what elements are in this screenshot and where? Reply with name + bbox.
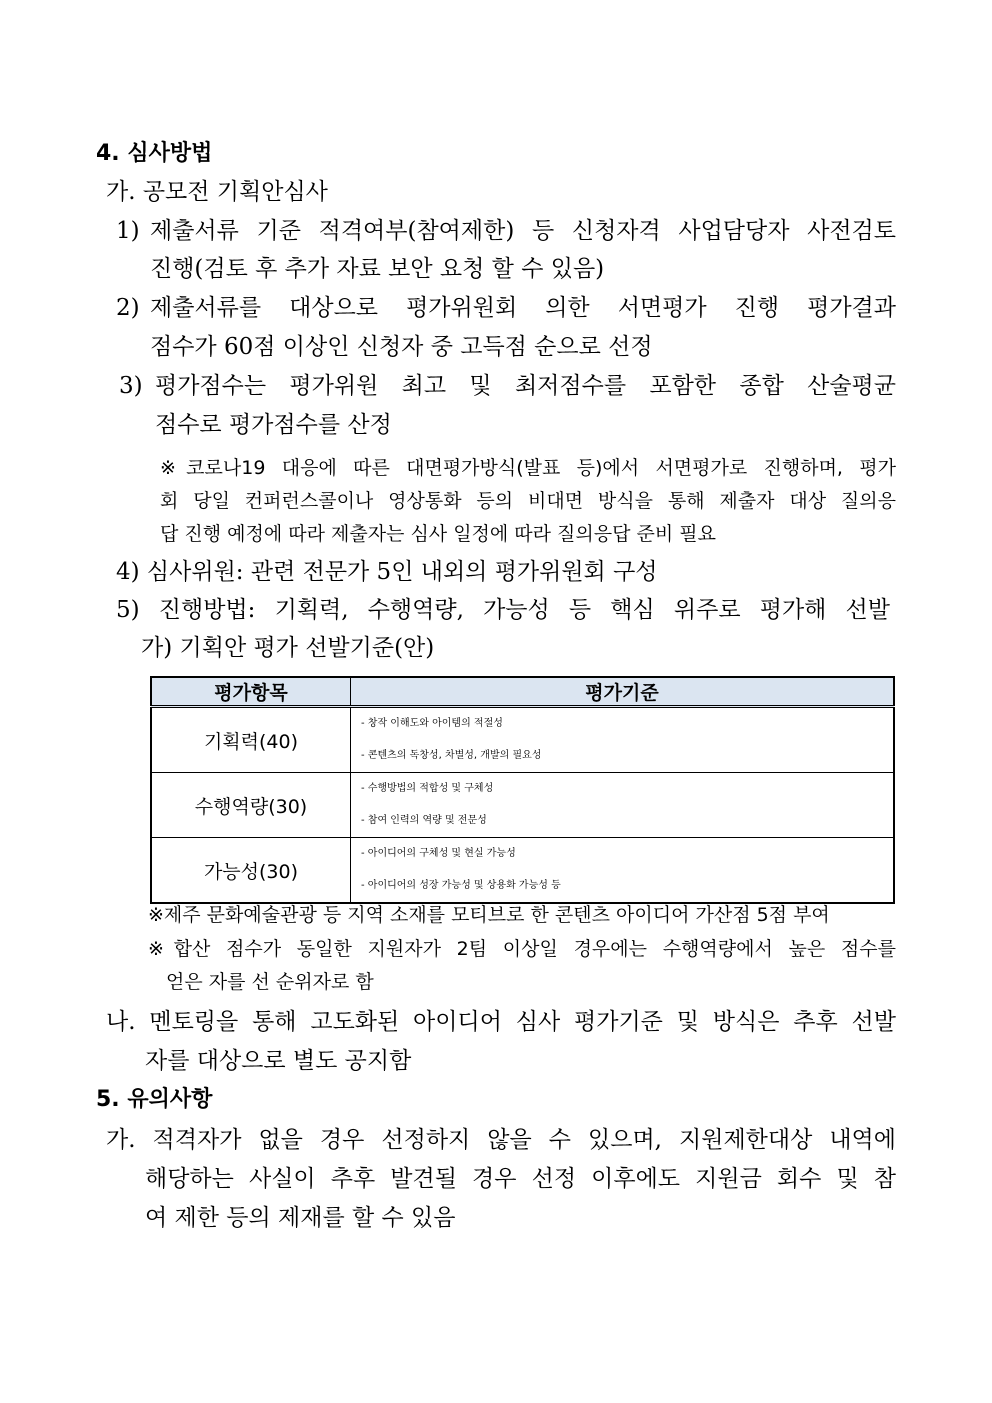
item-1-line-2: 진행(검토 후 추가 자료 보안 요청 할 수 있음) — [150, 256, 605, 282]
section-4-heading: 4. 심사방법 — [96, 141, 213, 166]
section-4-na-line-1: 나. 멘토링을 통해 고도화된 아이디어 심사 평가기준 및 방식은 추후 선발 — [106, 1009, 896, 1035]
row-item-planning: 기획력(40) — [151, 707, 351, 773]
section-5-ga-line-3: 여 제한 등의 제재를 할 수 있음 — [145, 1205, 456, 1231]
criteria-line: - 콘텐츠의 독창성, 차별성, 개발의 필요성 — [361, 750, 542, 761]
table-row — [151, 707, 894, 773]
table-row — [151, 773, 894, 838]
section-5-ga-line-2: 해당하는 사실이 추후 발견될 경우 선정 이후에도 지원금 회수 및 참 — [145, 1166, 896, 1192]
corona-note-line-3: 답 진행 예정에 따라 제출자는 심사 일정에 따라 질의응답 준비 필요 — [160, 523, 716, 545]
section-5-heading: 5. 유의사항 — [96, 1087, 213, 1112]
corona-note-line-1: ※코로나19 대응에 따른 대면평가방식(발표 등)에서 서면평가로 진행하며, 평가 — [160, 457, 896, 479]
header-evaluation-criteria: 평가기준 — [351, 677, 895, 707]
item-4: 4) 심사위원: 관련 전문가 5인 내외의 평가위원회 구성 — [116, 559, 658, 585]
section-4-ga-title: 가. 공모전 기획안심사 — [106, 179, 328, 205]
row-item-execution: 수행역량(30) — [151, 773, 351, 838]
section-5-ga-line-1: 가. 적격자가 없을 경우 선정하지 않을 수 있으며, 지원제한대상 내역에 — [106, 1127, 896, 1153]
table-header-row — [151, 677, 894, 707]
item-2-number: 2) — [116, 295, 140, 321]
item-3-line-1: 평가점수는 평가위원 최고 및 최저점수를 포함한 종합 산술평균 — [155, 373, 896, 399]
evaluation-criteria-table — [150, 676, 895, 904]
item-1-number: 1) — [116, 218, 140, 244]
row-criteria-feasibility — [351, 838, 895, 904]
item-5: 5) 진행방법: 기획력, 수행역량, 가능성 등 핵심 위주로 평가해 선발 — [116, 597, 890, 623]
row-item-feasibility: 가능성(30) — [151, 838, 351, 904]
criteria-line: - 참여 인력의 역량 및 전문성 — [361, 815, 487, 826]
row-criteria-planning — [351, 707, 895, 773]
sub-ga-title: 가) 기획안 평가 선발기준(안) — [141, 635, 435, 661]
section-4-na-line-2: 자를 대상으로 별도 공지함 — [145, 1048, 412, 1074]
item-2-line-1: 제출서류를 대상으로 평가위원회 의한 서면평가 진행 평가결과 — [150, 295, 896, 321]
row-criteria-execution — [351, 773, 895, 838]
item-3-line-2: 점수로 평가점수를 산정 — [155, 412, 392, 438]
corona-note-line-2: 회 당일 컨퍼런스콜이나 영상통화 등의 비대면 방식을 통해 제출자 대상 질의응 — [160, 490, 896, 512]
table-note-bonus: ※제주 문화예술관광 등 지역 소재를 모티브로 한 콘텐츠 아이디어 가산점 5점 부여 — [148, 904, 830, 926]
item-1-line-1: 제출서류 기준 적격여부(참여제한) 등 신청자격 사업담당자 사전검토 — [150, 218, 896, 244]
table-note-tie-line-2: 얻은 자를 선 순위자로 함 — [166, 971, 374, 993]
criteria-line: - 창작 이해도와 아이템의 적절성 — [361, 718, 503, 729]
item-3-number: 3) — [119, 373, 143, 399]
header-evaluation-item: 평가항목 — [151, 677, 351, 707]
criteria-line: - 수행방법의 적합성 및 구체성 — [361, 783, 494, 794]
criteria-line: - 아이디어의 구체성 및 현실 가능성 — [361, 848, 516, 859]
criteria-line: - 아이디어의 성장 가능성 및 상용화 가능성 등 — [361, 880, 561, 891]
table-note-tie-line-1: ※합산 점수가 동일한 지원자가 2팀 이상일 경우에는 수행역량에서 높은 점수를 — [148, 938, 896, 960]
table-row — [151, 838, 894, 904]
item-2-line-2: 점수가 60점 이상인 신청자 중 고득점 순으로 선정 — [150, 334, 653, 360]
